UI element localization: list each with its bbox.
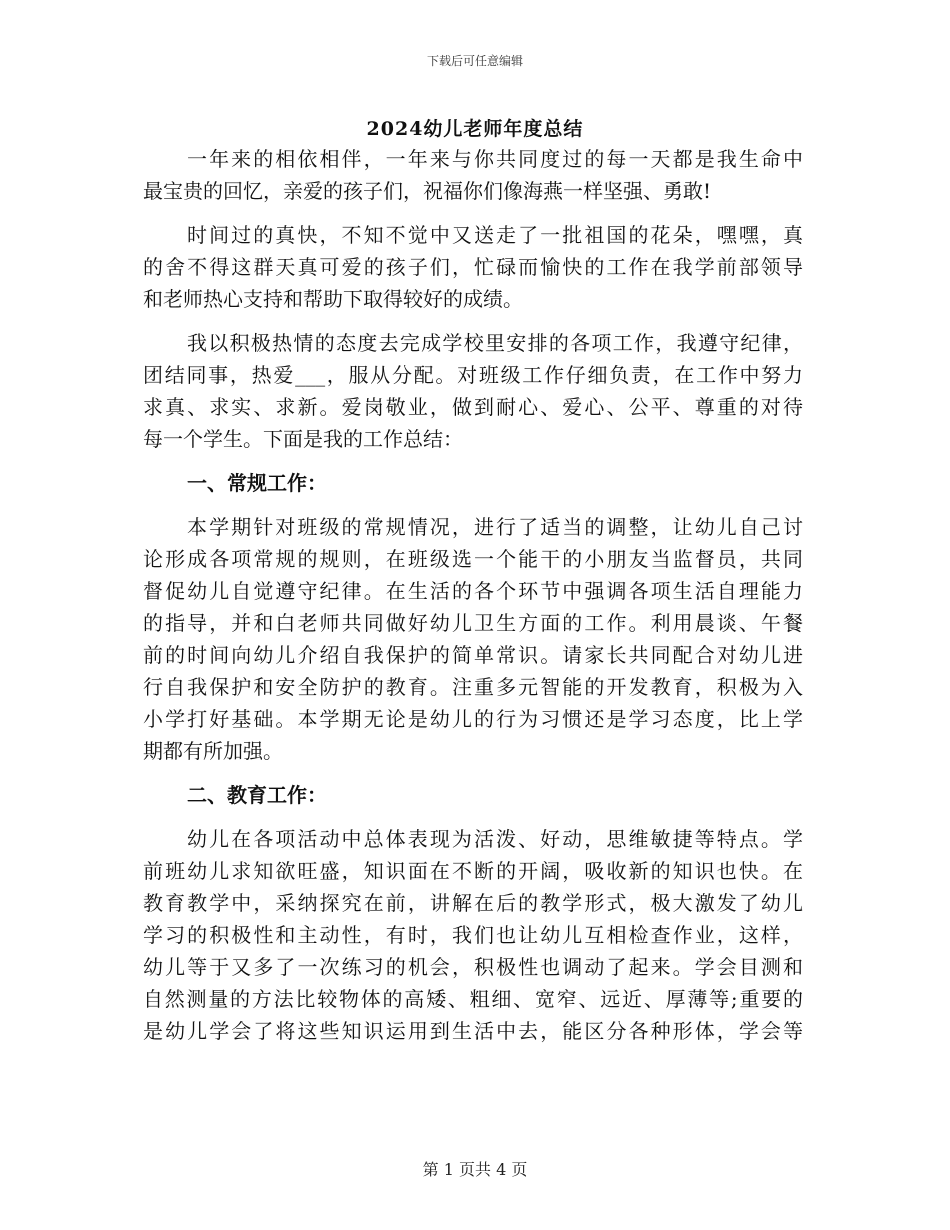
text-line: 幼儿等于又多了一次练习的机会，积极性也调动了起来。学会目测和 [143, 955, 803, 979]
text-line: 前的时间向幼儿介绍自我保护的简单常识。请家长共同配合对幼儿进 [143, 643, 803, 667]
section-heading: 二、教育工作： [187, 783, 327, 807]
text-line: 督促幼儿自觉遵守纪律。在生活的各个环节中强调各项生活自理能力 [143, 579, 803, 603]
page-header-note: 下载后可任意编辑 [426, 54, 523, 68]
text-line: 小学打好基础。本学期无论是幼儿的行为习惯还是学习态度，比上学 [143, 707, 803, 731]
text-line: 幼儿在各项活动中总体表现为活泼、好动，思维敏捷等特点。学 [187, 827, 803, 851]
text-line: 团结同事，热爱___，服从分配。对班级工作仔细负责，在工作中努力 [143, 363, 803, 387]
text-line: 我以积极热情的态度去完成学校里安排的各项工作，我遵守纪律， [187, 331, 803, 355]
page-number: 第 1 页共 4 页 [422, 1160, 528, 1179]
text-line: 学习的积极性和主动性，有时，我们也让幼儿互相检查作业，这样， [143, 923, 803, 947]
document-title: 2024幼儿老师年度总结 [366, 118, 584, 140]
text-line: 本学期针对班级的常规情况，进行了适当的调整，让幼儿自己讨 [187, 515, 803, 539]
document-body [143, 143, 803, 1047]
paragraph [143, 327, 803, 455]
text-line: 最宝贵的回忆，亲爱的孩子们，祝福你们像海燕一样坚强、勇敢! [143, 179, 712, 203]
text-line: 求真、求实、求新。爱岗敬业，做到耐心、爱心、公平、尊重的对待 [143, 395, 803, 419]
text-line: 教育教学中，采纳探究在前，讲解在后的教学形式，极大激发了幼儿 [143, 891, 803, 915]
text-line: 是幼儿学会了将这些知识运用到生活中去，能区分各种形体，学会等 [143, 1019, 803, 1043]
text-line: 论形成各项常规的规则，在班级选一个能干的小朋友当监督员，共同 [143, 547, 803, 571]
text-line: 前班幼儿求知欲旺盛，知识面在不断的开阔，吸收新的知识也快。在 [143, 859, 803, 883]
text-line: 自然测量的方法比较物体的高矮、粗细、宽窄、远近、厚薄等;重要的 [143, 987, 803, 1011]
text-line: 的指导，并和白老师共同做好幼儿卫生方面的工作。利用晨谈、午餐 [143, 611, 803, 635]
text-line: 时间过的真快，不知不觉中又送走了一批祖国的花朵，嘿嘿，真 [187, 223, 803, 247]
text-line: 一年来的相依相伴，一年来与你共同度过的每一天都是我生命中 [187, 147, 803, 171]
paragraph [143, 219, 803, 315]
text-line: 行自我保护和安全防护的教育。注重多元智能的开发教育，积极为入 [143, 675, 803, 699]
paragraph [143, 143, 803, 207]
paragraph [143, 511, 803, 767]
paragraph [143, 823, 803, 1047]
text-line: 每一个学生。下面是我的工作总结： [143, 427, 463, 451]
text-line: 的舍不得这群天真可爱的孩子们，忙碌而愉快的工作在我学前部领导 [143, 255, 803, 279]
text-line: 和老师热心支持和帮助下取得较好的成绩。 [143, 287, 523, 311]
text-line: 期都有所加强。 [143, 739, 283, 763]
section-heading: 一、常规工作： [187, 471, 327, 495]
